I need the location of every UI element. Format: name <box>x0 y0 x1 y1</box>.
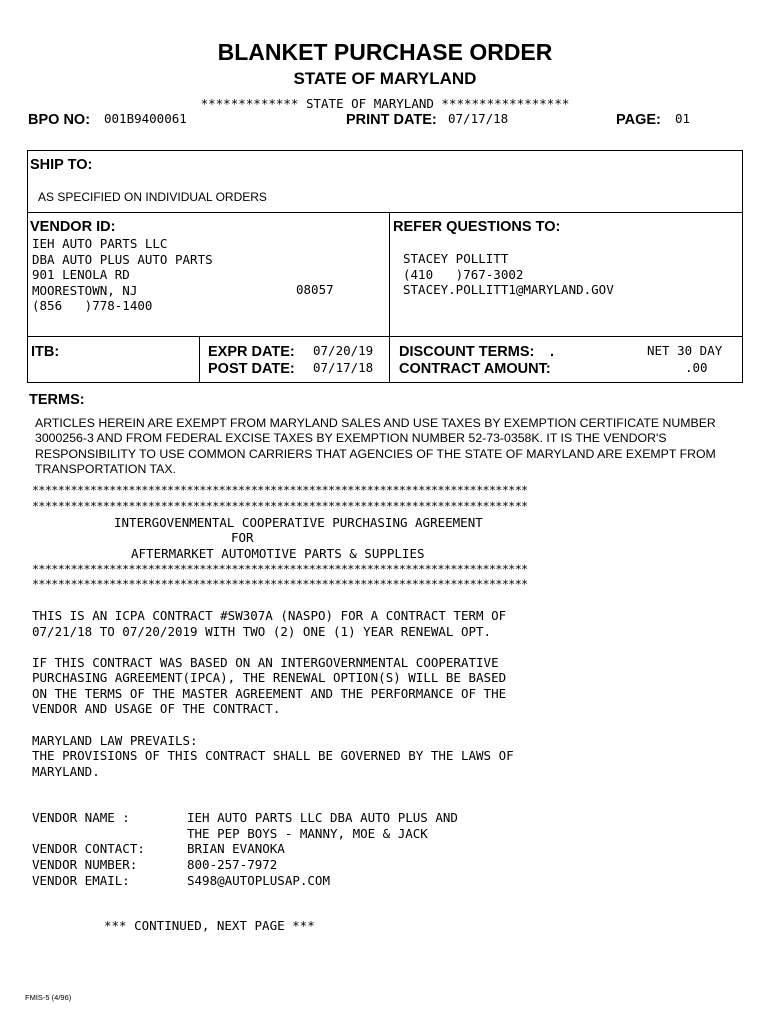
page-value: 01 <box>675 111 691 126</box>
law-paragraph-line: THE PROVISIONS OF THIS CONTRACT SHALL BE GOVERNED BY THE LAWS OF <box>32 748 514 763</box>
vendor-contact-value: BRIAN EVANOKA <box>187 841 285 856</box>
continued-notice: *** CONTINUED, NEXT PAGE *** <box>104 918 315 933</box>
ship-to-label: SHIP TO: <box>30 157 93 173</box>
contract-term-line: THIS IS AN ICPA CONTRACT #SW307A (NASPO) FOR A CONTRACT TERM OF <box>32 608 507 623</box>
vendor-id-label: VENDOR ID: <box>30 219 116 235</box>
discount-terms-label: DISCOUNT TERMS: <box>399 344 535 360</box>
vendor-email-label: VENDOR EMAIL: <box>32 873 130 888</box>
column-divider <box>389 212 390 383</box>
document-subtitle: STATE OF MARYLAND <box>293 69 477 88</box>
page-label: PAGE: <box>616 112 661 128</box>
renewal-paragraph-line: VENDOR AND USAGE OF THE CONTRACT. <box>32 701 281 716</box>
agreement-title: INTERGOVENMENTAL COOPERATIVE PURCHASING AGREEMENT <box>114 515 483 530</box>
discount-terms-dot: . <box>550 344 555 360</box>
vendor-number-value: 800-257-7972 <box>187 857 278 872</box>
agreement-for: FOR <box>231 530 254 545</box>
contract-term-line: 07/21/18 TO 07/20/2019 WITH TWO (2) ONE (1) YEAR RENEWAL OPT. <box>32 624 492 639</box>
stars-rule: ***************************************************************************** <box>32 562 528 576</box>
post-date-value: 07/17/18 <box>313 360 374 375</box>
vendor-number-label: VENDOR NUMBER: <box>32 857 138 872</box>
contract-amount-label: CONTRACT AMOUNT: <box>399 361 551 377</box>
refer-contact: STACEY POLLITT (410 )767-3002 STACEY.POLLITT1@MARYLAND.GOV <box>403 251 614 297</box>
itb-divider <box>199 336 200 383</box>
ship-to-value: AS SPECIFIED ON INDIVIDUAL ORDERS <box>38 190 267 204</box>
terms-label: TERMS: <box>29 392 85 408</box>
expr-date-value: 07/20/19 <box>313 343 374 358</box>
law-paragraph-line: MARYLAND LAW PREVAILS: <box>32 733 198 748</box>
vendor-divider <box>27 336 743 337</box>
law-paragraph-line: MARYLAND. <box>32 764 100 779</box>
vendor-address: IEH AUTO PARTS LLC DBA AUTO PLUS AUTO PARTS 901 LENOLA RD MOORESTOWN, NJ (856 )778-1400 <box>32 236 213 313</box>
expr-date-label: EXPR DATE: <box>208 344 295 360</box>
print-date-value: 07/17/18 <box>448 111 509 126</box>
terms-text: ARTICLES HEREIN ARE EXEMPT FROM MARYLAND SALES AND USE TAXES BY EXEMPTION CERTIFICATE NUMBER 3000256-3 AND FROM FEDERAL EXCISE TAXES BY EXEMPTION NUMBER 52-73-0358K. IT IS THE VENDOR'S RESPONSIBILITY TO USE COMMON CARRIERS THAT AGENCIES OF THE STATE OF MARYLAND ARE EXEMPT FROM TRANSPORTATION TAX. <box>35 416 716 476</box>
contract-amount-value: .00 <box>685 360 708 375</box>
renewal-paragraph-line: IF THIS CONTRACT WAS BASED ON AN INTERGOVERNMENTAL COOPERATIVE <box>32 655 499 670</box>
form-code: FMIS-5 (4/96) <box>25 993 72 1002</box>
stars-rule: ***************************************************************************** <box>32 577 528 591</box>
vendor-name-value: IEH AUTO PARTS LLC DBA AUTO PLUS AND <box>187 810 458 825</box>
vendor-contact-label: VENDOR CONTACT: <box>32 841 145 856</box>
bpo-number-value: 001B9400061 <box>104 111 187 126</box>
stars-rule: ***************************************************************************** <box>32 483 528 497</box>
renewal-paragraph-line: PURCHASING AGREEMENT(IPCA), THE RENEWAL OPTION(S) WILL BE BASED <box>32 670 507 685</box>
discount-terms-value: NET 30 DAY <box>647 343 723 358</box>
refer-questions-label: REFER QUESTIONS TO: <box>393 219 561 235</box>
print-date-label: PRINT DATE: <box>346 112 437 128</box>
stars-rule: ***************************************************************************** <box>32 499 528 513</box>
vendor-email-value: S498@AUTOPLUSAP.COM <box>187 873 330 888</box>
itb-label: ITB: <box>31 344 60 360</box>
document-title: BLANKET PURCHASE ORDER <box>217 39 553 65</box>
post-date-label: POST DATE: <box>208 361 295 377</box>
renewal-paragraph-line: ON THE TERMS OF THE MASTER AGREEMENT AND THE PERFORMANCE OF THE <box>32 686 507 701</box>
vendor-name-value: THE PEP BOYS - MANNY, MOE & JACK <box>187 826 428 841</box>
vendor-zip: 08057 <box>296 282 334 297</box>
agreement-subject: AFTERMARKET AUTOMOTIVE PARTS & SUPPLIES <box>131 546 425 561</box>
bpo-number-label: BPO NO: <box>28 112 91 128</box>
ship-to-divider <box>27 212 743 213</box>
state-banner-line: ************* STATE OF MARYLAND ***************** <box>200 96 570 111</box>
vendor-name-label: VENDOR NAME : <box>32 810 130 825</box>
